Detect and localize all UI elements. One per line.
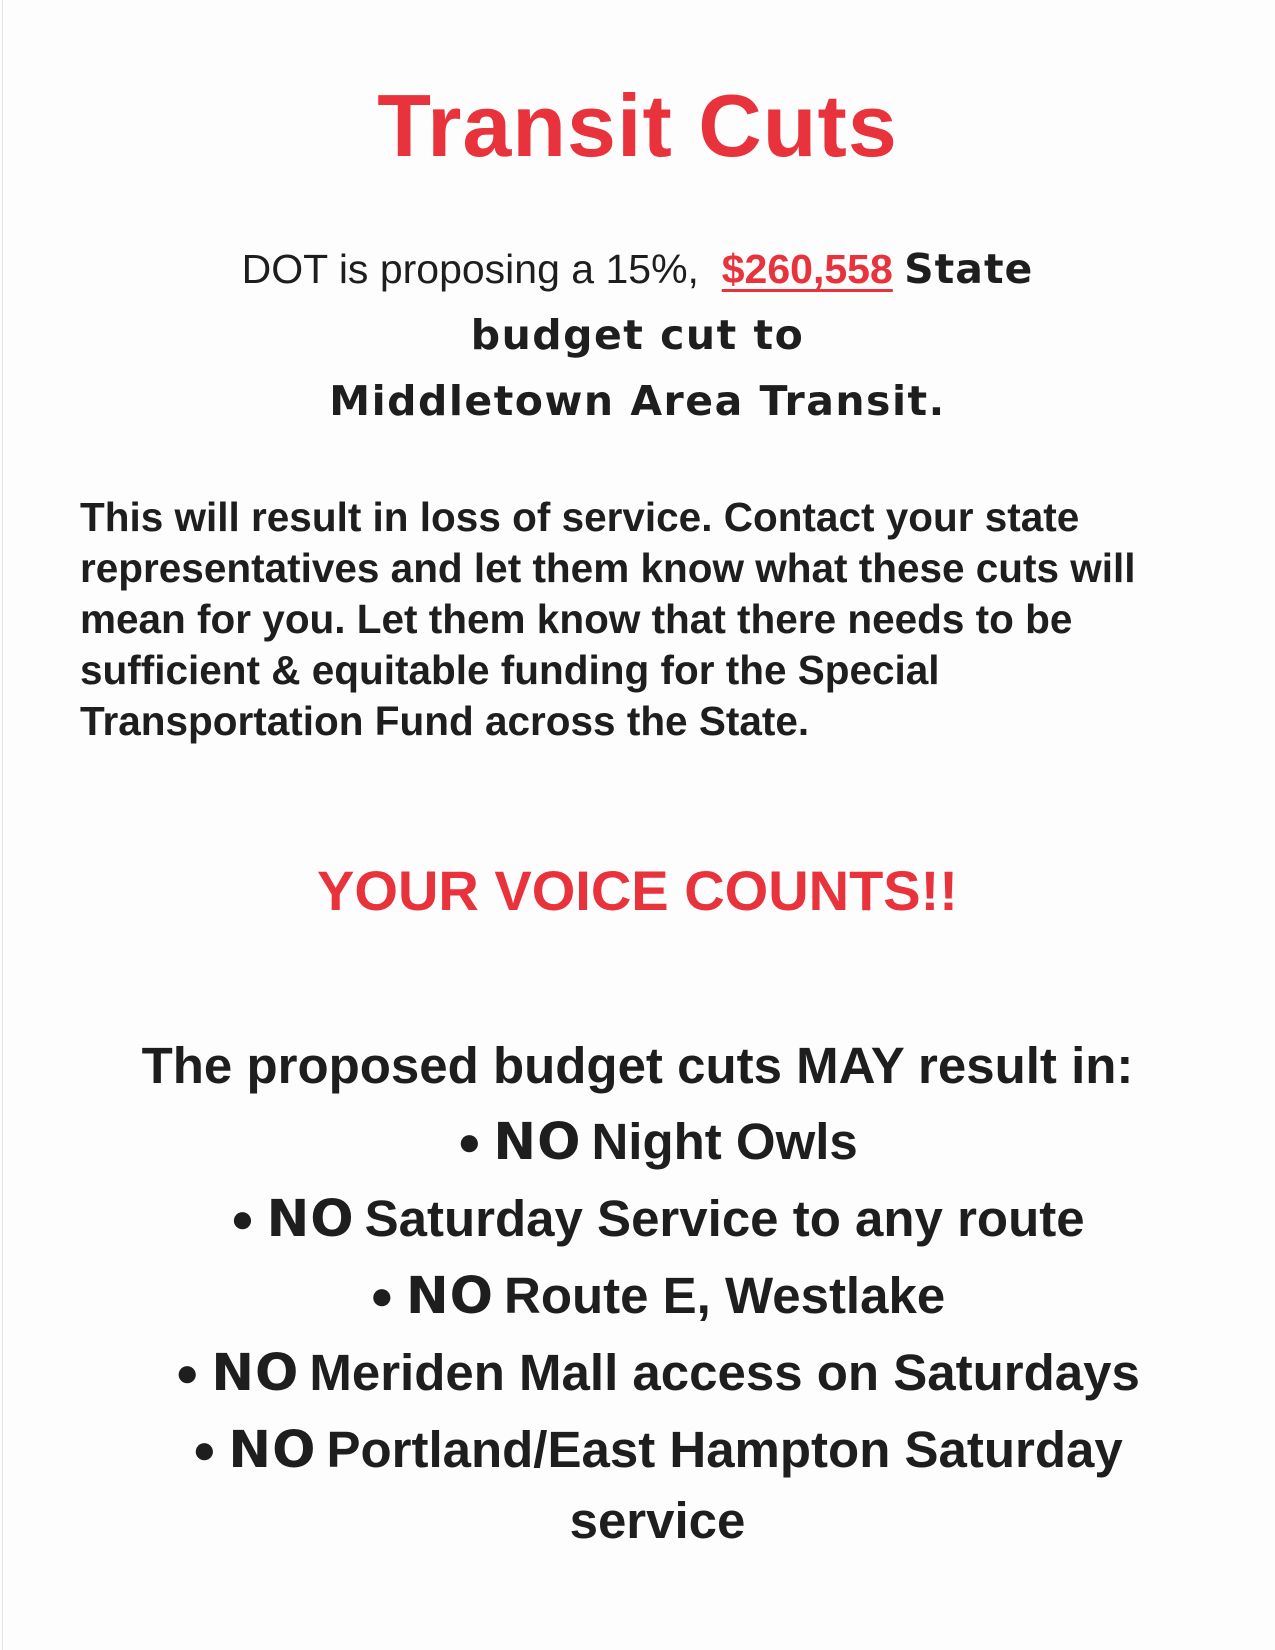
cut-no-label: NO [405, 1267, 494, 1326]
cut-amount: $260,558 [721, 246, 893, 292]
intro-state: State [904, 245, 1034, 293]
intro-line-3: Middletown Area Transit. [329, 377, 946, 425]
intro-line-1 [0, 236, 1275, 302]
cut-no-label: NO [211, 1344, 300, 1403]
page-title: Transit Cuts [377, 76, 898, 175]
intro-line-2: budget cut to [470, 311, 805, 359]
cut-item-meriden-mall [0, 1335, 1275, 1412]
voice-counts-banner: YOUR VOICE COUNTS!! [317, 859, 958, 922]
bullet-icon: ● [192, 1428, 217, 1472]
cut-text: Route E, Westlake [504, 1267, 946, 1324]
cuts-list [0, 1104, 1275, 1553]
bullet-icon: ● [175, 1351, 200, 1395]
bullet-icon: ● [369, 1274, 394, 1318]
cut-item-portland [0, 1412, 1275, 1553]
cut-text: Saturday Service to any route [364, 1190, 1085, 1247]
bullet-icon: ● [230, 1197, 255, 1241]
body-paragraph: This will result in loss of service. Contact your state representatives and let them know what these cuts will mean for you. Let them know that there needs to be sufficient & equitable funding for the Special Transportation Fund across the State. [80, 494, 1136, 744]
cut-no-label: NO [266, 1190, 355, 1249]
cut-no-label: NO [493, 1113, 582, 1172]
cut-text-continued: service [569, 1492, 746, 1549]
cut-item-route-e [0, 1258, 1275, 1335]
bullet-icon: ● [457, 1120, 482, 1164]
intro-prefix: DOT is proposing a 15%, [241, 246, 699, 292]
cut-item-night-owls [0, 1104, 1275, 1181]
intro-block [0, 236, 1275, 434]
list-heading: The proposed budget cuts MAY result in: [141, 1037, 1134, 1094]
cut-text: Portland/East Hampton Saturday [326, 1421, 1123, 1478]
cut-text: Meriden Mall access on Saturdays [309, 1344, 1140, 1401]
cut-no-label: NO [228, 1421, 317, 1480]
cut-item-saturday-service [0, 1181, 1275, 1258]
cut-text: Night Owls [591, 1113, 858, 1170]
